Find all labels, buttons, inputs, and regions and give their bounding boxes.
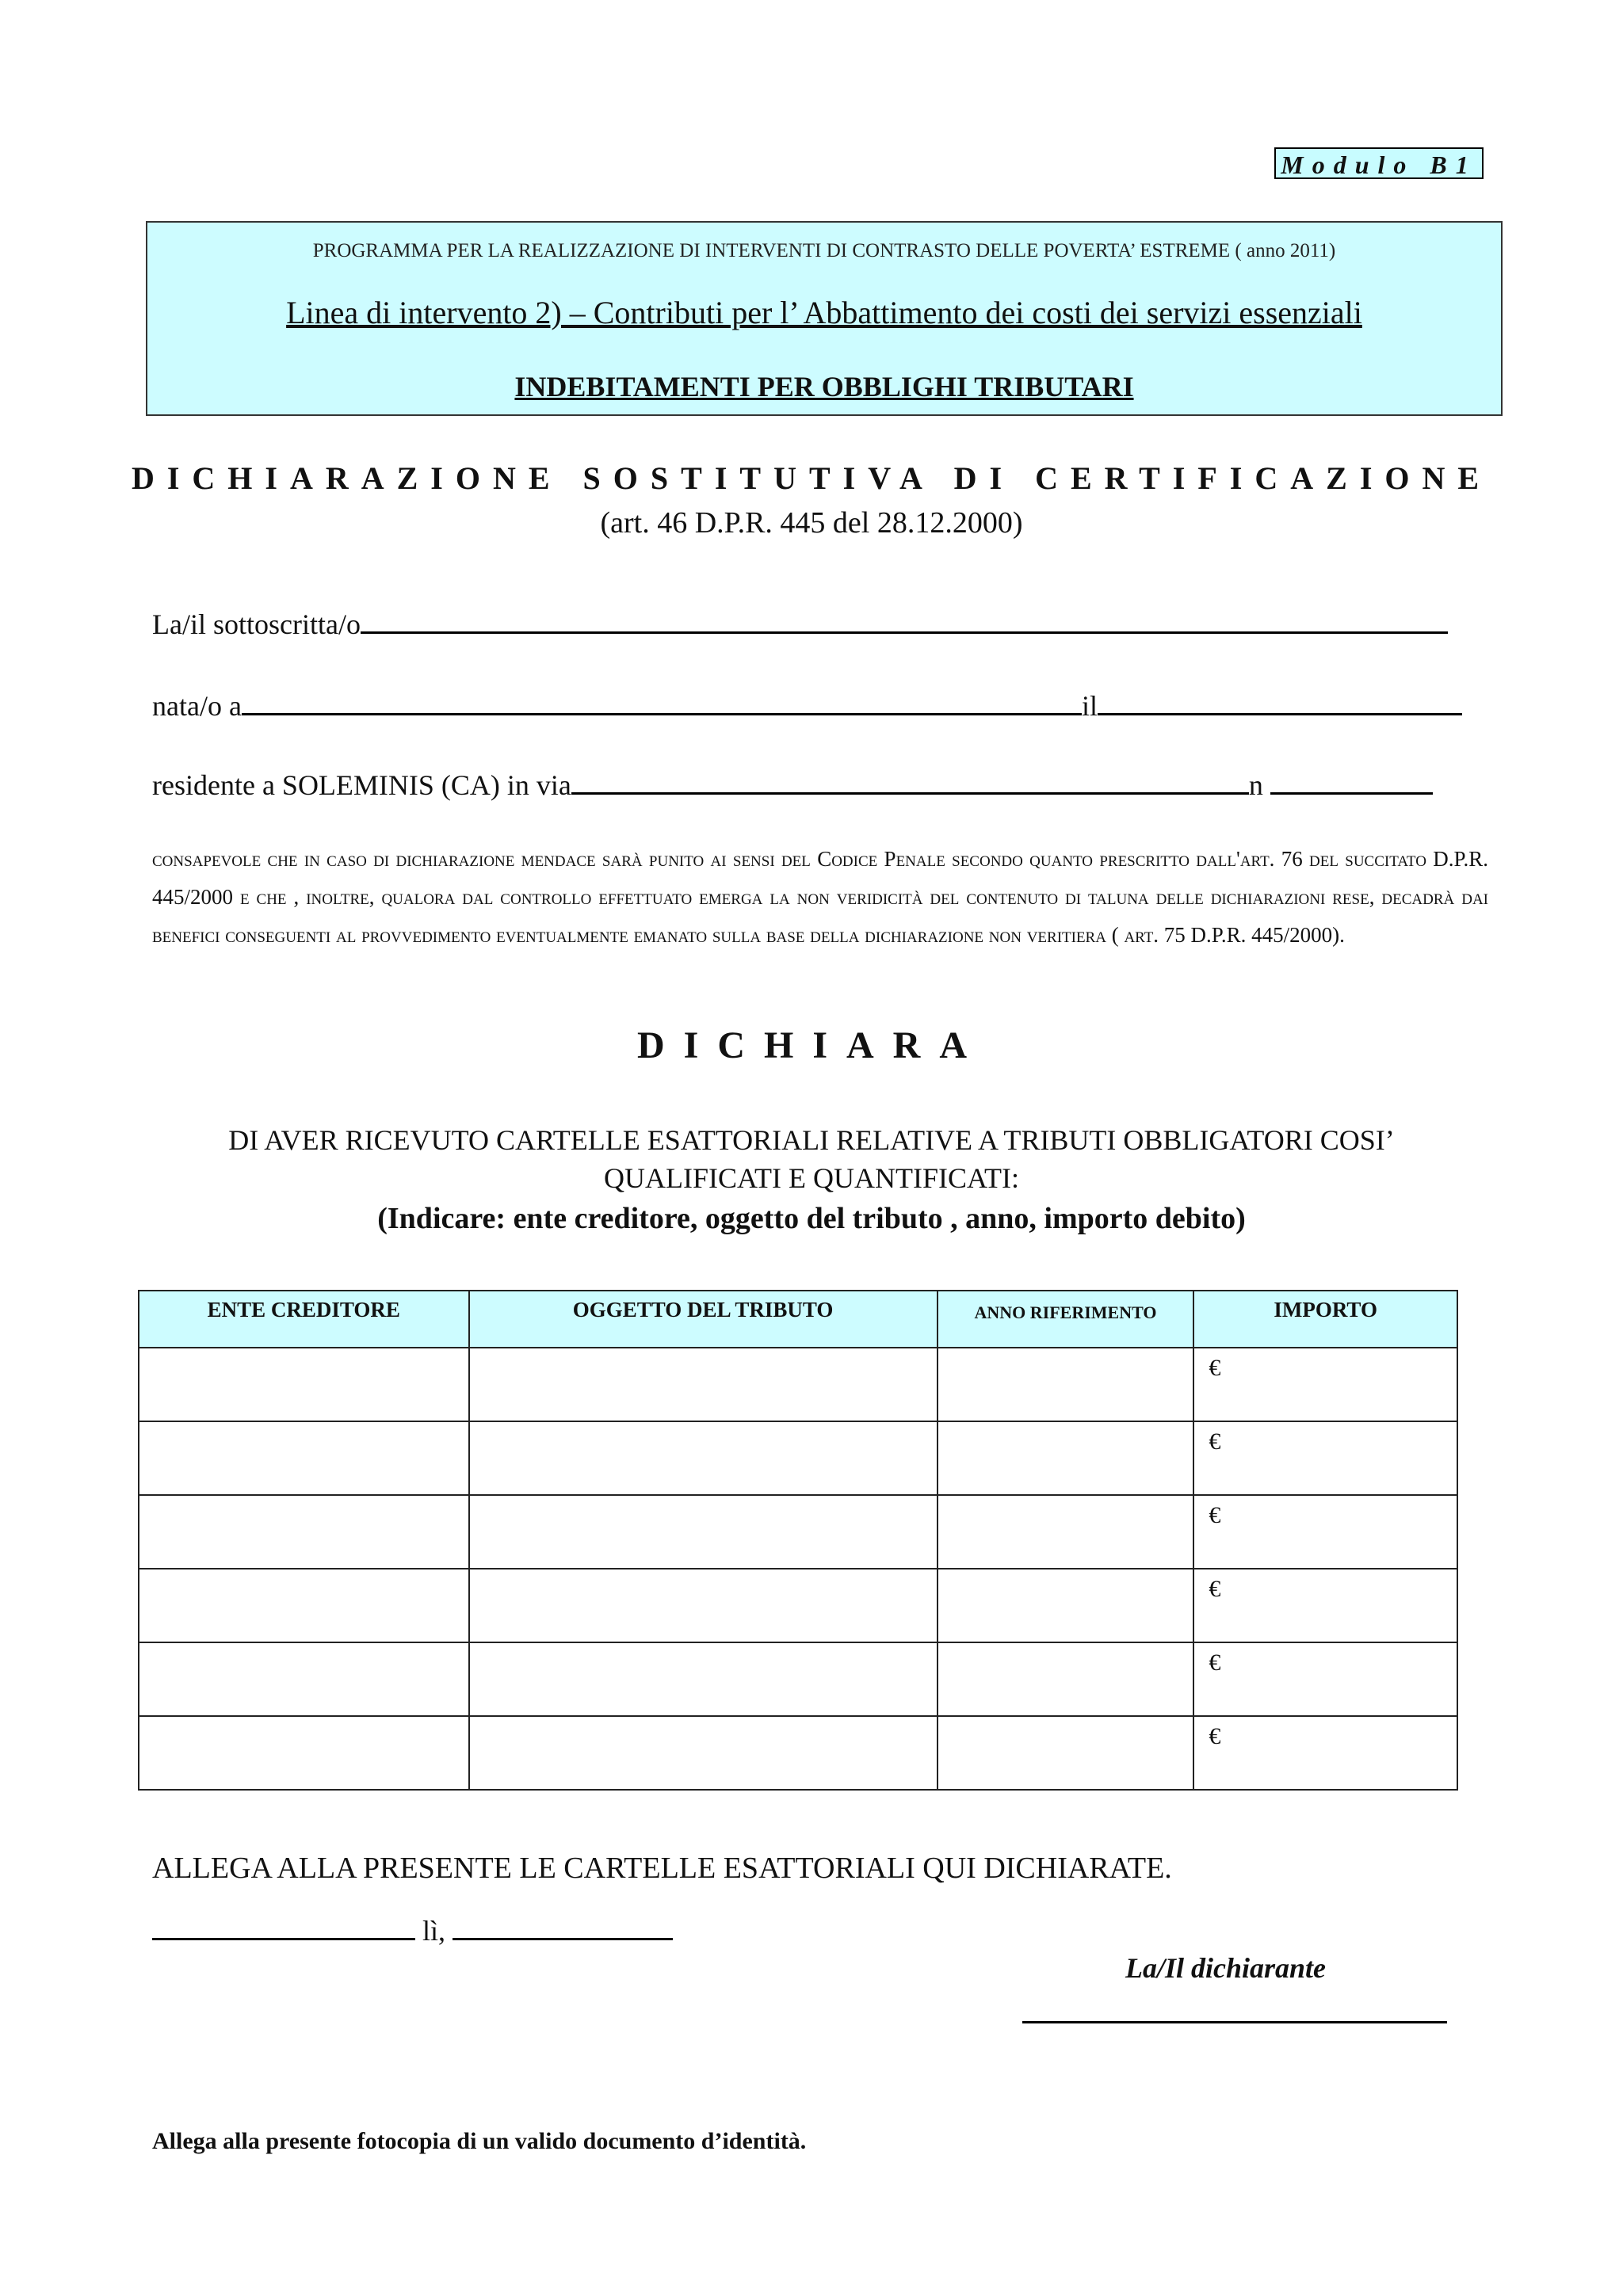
importo-cell[interactable]: € (1193, 1421, 1457, 1495)
luogo-data-row (152, 1911, 673, 1947)
oggetto-tributo-cell[interactable] (469, 1348, 938, 1421)
ente-creditore-cell[interactable] (139, 1421, 469, 1495)
ente-creditore-cell[interactable] (139, 1642, 469, 1716)
table-row (139, 1421, 1457, 1495)
linea-intervento-text: Linea di intervento 2) – Contributi per l’ Abbattimento dei costi dei servizi essenziali (286, 295, 1362, 330)
dichiarazione-title: DICHIARAZIONE SOSTITUTIVA DI CERTIFICAZIONE (131, 460, 1492, 496)
anno-riferimento-cell[interactable] (938, 1642, 1194, 1716)
allega-documento-text: Allega alla presente fotocopia di un valido documento d’identità. (152, 2128, 807, 2154)
anno-riferimento-cell[interactable] (938, 1495, 1194, 1569)
anno-riferimento-cell[interactable] (938, 1348, 1194, 1421)
importo-cell[interactable]: € (1193, 1495, 1457, 1569)
dichiara-heading: DICHIARA (636, 1024, 986, 1066)
data-input[interactable] (453, 1911, 673, 1940)
header-ente-creditore: ENTE CREDITORE (139, 1291, 469, 1348)
importo-cell[interactable]: € (1193, 1569, 1457, 1642)
importo-cell[interactable]: € (1193, 1716, 1457, 1790)
residente-label: residente a SOLEMINIS (CA) in via (152, 769, 571, 801)
table-header-row (139, 1291, 1457, 1348)
oggetto-tributo-cell[interactable] (469, 1569, 938, 1642)
data-nascita-input[interactable] (1098, 686, 1462, 715)
anno-riferimento-cell[interactable] (938, 1421, 1194, 1495)
table-row (139, 1495, 1457, 1569)
nascita-row (152, 686, 1462, 723)
anno-riferimento-cell[interactable] (938, 1716, 1194, 1790)
sottoscritto-label: La/il sottoscritta/o (152, 608, 361, 640)
sottoscritto-input[interactable] (361, 605, 1448, 634)
nata-label: nata/o a (152, 690, 242, 722)
importo-cell[interactable]: € (1193, 1348, 1457, 1421)
luogo-input[interactable] (152, 1911, 415, 1940)
via-input[interactable] (571, 765, 1249, 795)
sottoscritto-row (152, 605, 1448, 641)
header-oggetto-tributo: OGGETTO DEL TRIBUTO (469, 1291, 938, 1348)
li-label: lì, (422, 1915, 446, 1947)
header-importo: IMPORTO (1193, 1291, 1457, 1348)
header-anno-riferimento: ANNO RIFERIMENTO (938, 1291, 1194, 1348)
ente-creditore-cell[interactable] (139, 1348, 469, 1421)
header-box (146, 221, 1503, 416)
tributi-table (138, 1290, 1458, 1791)
ente-creditore-cell[interactable] (139, 1716, 469, 1790)
table-row (139, 1642, 1457, 1716)
residenza-row (152, 765, 1433, 802)
table-row (139, 1348, 1457, 1421)
civico-input[interactable] (1270, 765, 1433, 795)
table-row (139, 1716, 1457, 1790)
consapevole-paragraph: consapevole che in caso di dichiarazione mendace sarà punito ai sensi del Codice Penale secondo quanto prescritto dall'art. 76 del succitato D.P.R. 445/2000 e che , inoltre, qualora dal controllo effettuato emerga la non veridicità del contenuto di taluna delle dichiarazioni rese, decadrà dai benefici conseguenti al provvedimento eventualmente emanato sulla base della dichiarazione non veritiera ( art. 75 D.P.R. 445/2000). (152, 847, 1488, 947)
ente-creditore-cell[interactable] (139, 1495, 469, 1569)
indicare-instructions: (Indicare: ente creditore, oggetto del tributo , anno, importo debito) (377, 1202, 1246, 1235)
articolo-reference: (art. 46 D.P.R. 445 del 28.12.2000) (600, 506, 1023, 540)
oggetto-tributo-cell[interactable] (469, 1495, 938, 1569)
luogo-nascita-input[interactable] (242, 686, 1082, 715)
table-row (139, 1569, 1457, 1642)
cartelle-statement: DI AVER RICEVUTO CARTELLE ESATTORIALI RELATIVE A TRIBUTI OBBLIGATORI COSI’ QUALIFICATI E QUANTIFICATI: (228, 1124, 1395, 1194)
indebitamenti-heading: INDEBITAMENTI PER OBBLIGHI TRIBUTARI (514, 371, 1134, 402)
firma-input[interactable] (1022, 2021, 1447, 2023)
importo-cell[interactable]: € (1193, 1642, 1457, 1716)
oggetto-tributo-cell[interactable] (469, 1421, 938, 1495)
allega-cartelle-text: ALLEGA ALLA PRESENTE LE CARTELLE ESATTORIALI QUI DICHIARATE. (152, 1852, 1172, 1885)
il-label: il (1081, 690, 1098, 722)
oggetto-tributo-cell[interactable] (469, 1716, 938, 1790)
modulo-badge: Modulo B1 (1274, 147, 1484, 179)
oggetto-tributo-cell[interactable] (469, 1642, 938, 1716)
dichiarante-label: La/Il dichiarante (1125, 1952, 1327, 1984)
n-label: n (1248, 769, 1263, 801)
programma-text: PROGRAMMA PER LA REALIZZAZIONE DI INTERVENTI DI CONTRASTO DELLE POVERTA’ ESTREME ( anno 2011) (312, 240, 1336, 261)
ente-creditore-cell[interactable] (139, 1569, 469, 1642)
anno-riferimento-cell[interactable] (938, 1569, 1194, 1642)
